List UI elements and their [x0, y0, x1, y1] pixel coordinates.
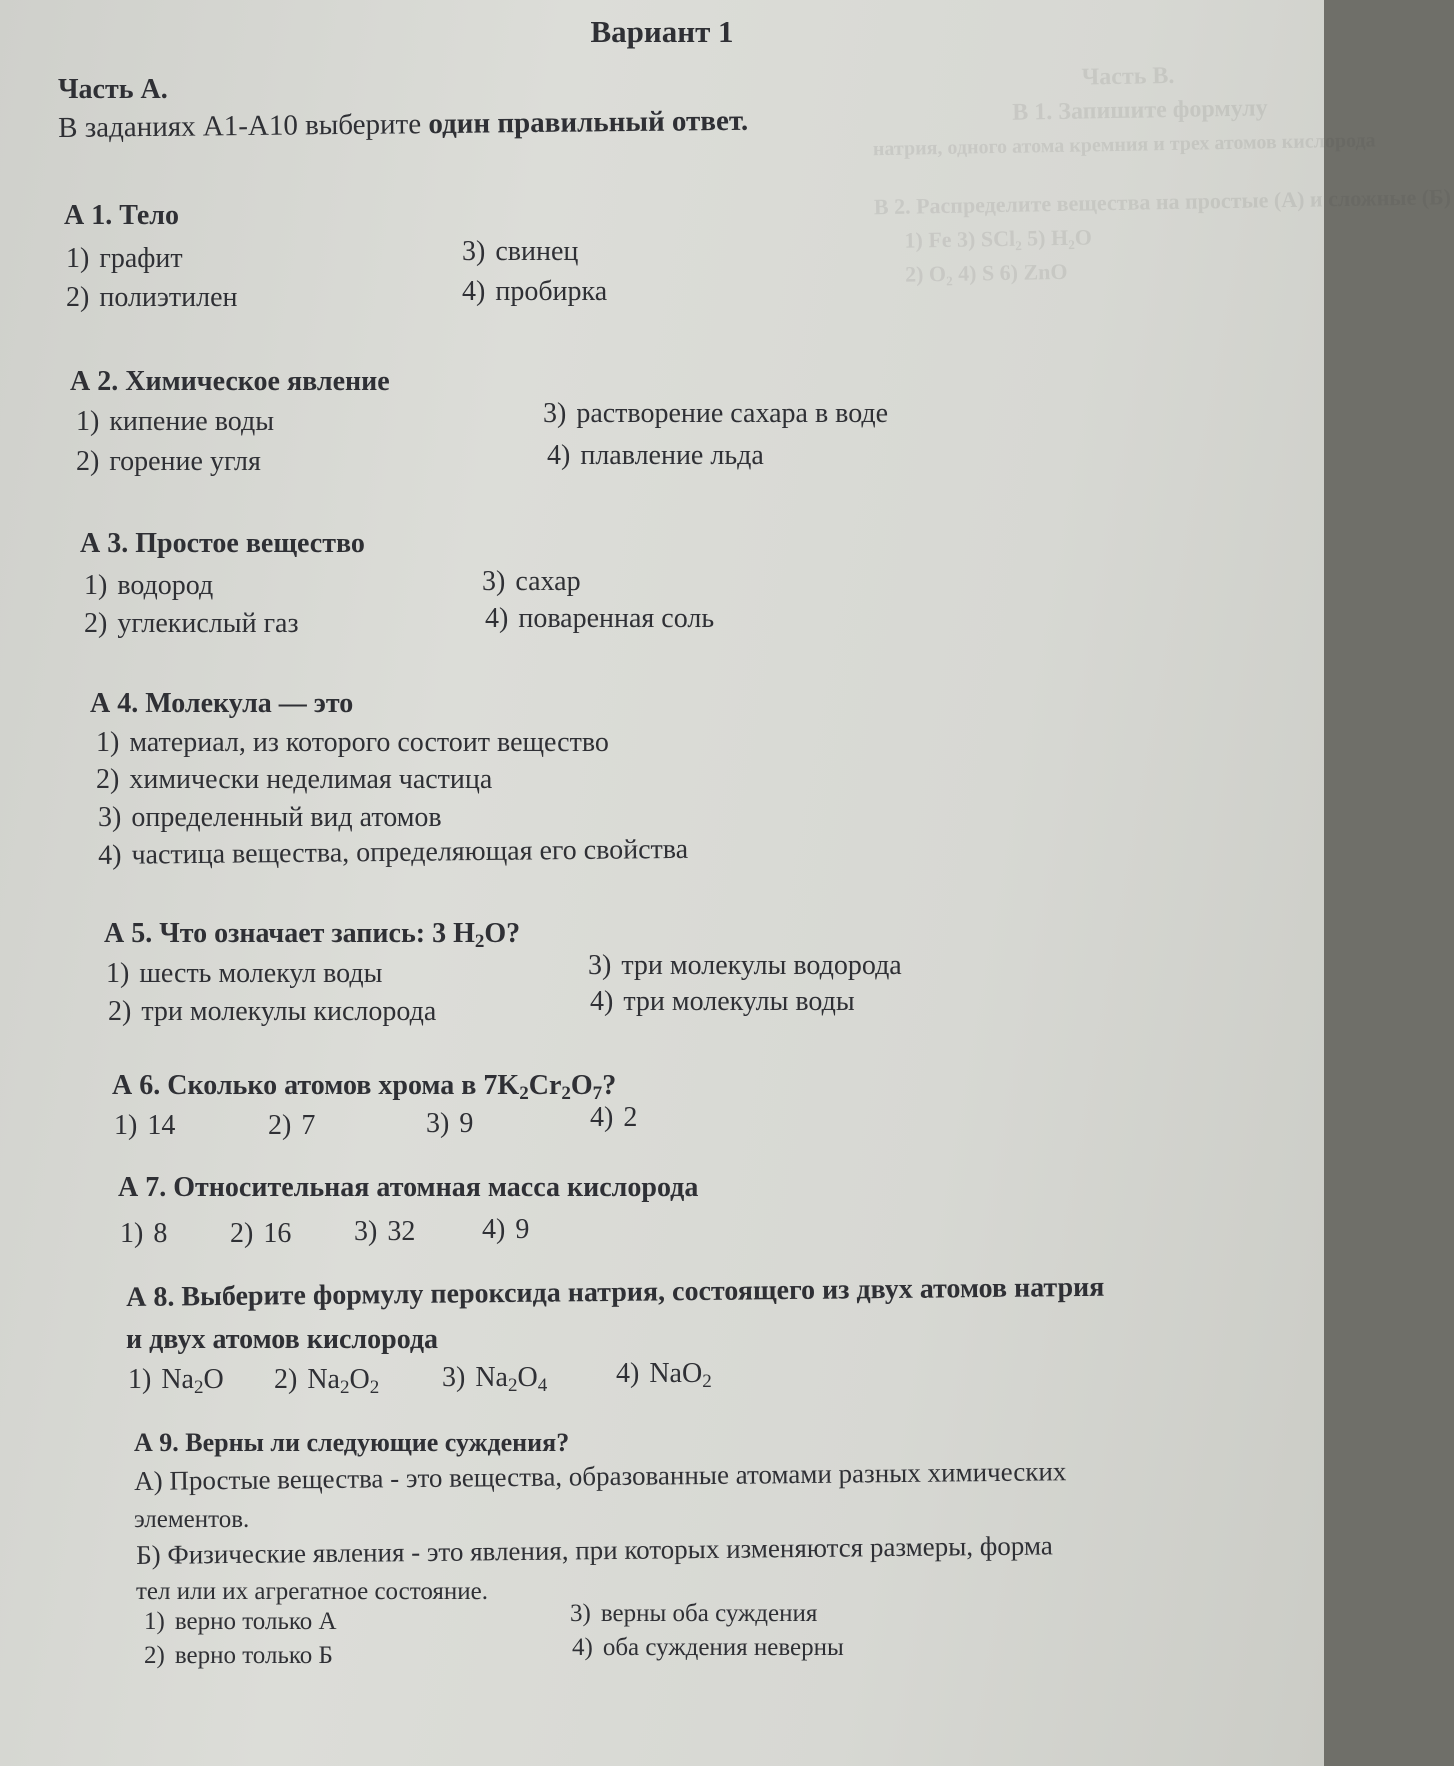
option-number: 2): [274, 1364, 298, 1395]
a6-option-1: [114, 1110, 175, 1142]
formula-part: Na: [475, 1362, 508, 1393]
a5-option-1: [106, 958, 382, 990]
a6-option-3: [426, 1108, 473, 1140]
option-text: графит: [99, 243, 183, 274]
ghost-line: В 1. Запишите формулу: [1012, 95, 1268, 126]
option-text: 32: [387, 1216, 416, 1247]
question-a2-title: А 2. Химическое явление: [70, 366, 390, 397]
a9-statement-b-line2: тел или их агрегатное состояние.: [136, 1578, 489, 1605]
option-number: 2): [108, 996, 132, 1027]
option-number: 4): [572, 1634, 593, 1661]
option-text: растворение сахара в воде: [576, 398, 889, 429]
option-number: 1): [144, 1608, 165, 1635]
option-number: 3): [462, 236, 486, 267]
option-text: 14: [147, 1110, 176, 1141]
option-text: частица вещества, определяющая его свойства: [131, 833, 689, 871]
a6-option-2: [268, 1110, 315, 1142]
option-number: 1): [106, 958, 130, 989]
a8-option-2: [274, 1364, 379, 1396]
instruction-text: В заданиях А1-А10 выберите: [58, 108, 429, 144]
option-text: верно только А: [174, 1608, 337, 1635]
variant-title: Вариант 1: [590, 14, 734, 49]
a7-option-1: [120, 1218, 167, 1250]
option-text: углекислый газ: [117, 608, 299, 639]
option-number: 3): [442, 1362, 466, 1393]
option-number: 4): [462, 276, 486, 307]
a2-option-3: [543, 398, 888, 430]
a4-option-1: [96, 727, 609, 759]
a3-option-3: [482, 566, 581, 598]
option-text: 9: [515, 1214, 530, 1245]
option-text: 9: [459, 1108, 474, 1139]
a8-option-1: [128, 1364, 224, 1396]
option-text: поваренная соль: [518, 603, 715, 634]
title-text: О?: [484, 918, 521, 949]
subscript: 2: [193, 1376, 204, 1398]
option-number: 1): [84, 570, 108, 601]
option-number: 3): [570, 1600, 591, 1627]
a9-option-1: [144, 1608, 337, 1636]
a2-option-2: [76, 446, 261, 478]
title-text: А 6. Сколько атомов хрома в 7K: [112, 1070, 520, 1101]
option-text: верны оба суждения: [600, 1600, 818, 1627]
option-number: 1): [76, 406, 100, 437]
a9-statement-a-line2: элементов.: [134, 1506, 250, 1533]
option-number: 2): [66, 282, 90, 313]
question-a4-title: А 4. Молекула — это: [90, 688, 354, 719]
option-number: 4): [590, 986, 614, 1017]
a8-option-3: [442, 1362, 547, 1394]
title-text: Cr: [528, 1070, 562, 1101]
a5-option-2: [108, 996, 436, 1028]
option-text: материал, из которого состоит вещество: [129, 727, 609, 758]
option-text: 16: [263, 1218, 292, 1249]
a4-option-4: [98, 834, 688, 872]
option-text: плавление льда: [580, 440, 764, 471]
option-number: 2): [144, 1642, 165, 1669]
option-text: шесть молекул воды: [139, 958, 383, 989]
a9-statement-b-line1: Б) Физические явления - это явления, при которых изменяются размеры, форма: [136, 1530, 1053, 1570]
option-text: химически неделимая частица: [129, 764, 493, 795]
a4-option-3: [98, 802, 442, 834]
a9-option-3: [570, 1600, 817, 1628]
a5-option-4: [590, 986, 855, 1018]
a1-option-2: [66, 282, 238, 314]
option-text: водород: [117, 570, 214, 601]
question-a3-title: А 3. Простое вещество: [80, 528, 365, 559]
a4-option-2: [96, 764, 492, 796]
ghost-line: натрия, одного атома кремния и трех атомов кислорода: [872, 129, 1376, 161]
a3-option-1: [84, 570, 213, 602]
formula-part: Na: [307, 1364, 340, 1395]
option-number: 3): [543, 398, 567, 429]
formula-part: O: [517, 1362, 538, 1393]
option-number: 3): [426, 1108, 450, 1139]
option-number: 2): [84, 608, 108, 639]
a9-statement-a-line1: А) Простые вещества - это вещества, образованные атомами разных химических: [134, 1456, 1067, 1496]
option-number: 1): [120, 1218, 144, 1249]
a5-option-3: [588, 950, 902, 982]
a9-option-4: [572, 1634, 844, 1662]
option-number: 1): [128, 1364, 152, 1395]
subscript: 4: [537, 1374, 548, 1396]
option-text: определенный вид атомов: [131, 802, 442, 833]
a2-option-4: [547, 440, 764, 472]
option-text: свинец: [495, 236, 579, 267]
a1-option-3: [462, 236, 578, 268]
option-number: 3): [482, 566, 506, 597]
option-text: 7: [301, 1110, 316, 1141]
option-number: 3): [588, 950, 612, 981]
a3-option-4: [485, 603, 714, 635]
bleed-through-text: [872, 56, 1452, 363]
option-text: три молекулы водорода: [621, 950, 902, 981]
option-number: 4): [98, 839, 122, 871]
formula-part: NaO: [649, 1358, 703, 1389]
question-a9-title: А 9. Верны ли следующие суждения?: [134, 1428, 570, 1457]
a7-option-2: [230, 1218, 291, 1250]
option-text: пробирка: [495, 276, 608, 307]
a7-option-3: [354, 1216, 415, 1248]
subscript: 2: [561, 1082, 571, 1104]
question-a1-title: А 1. Тело: [64, 200, 179, 231]
part-title: Часть А.: [58, 74, 168, 105]
title-text: O: [570, 1070, 593, 1101]
ghost-line: В 2. Распределите вещества на простые (А) и сложные (Б): [873, 184, 1452, 220]
formula-part: O: [203, 1364, 224, 1395]
question-a6-title: [112, 1070, 616, 1102]
option-number: 1): [114, 1110, 138, 1141]
option-number: 2): [96, 764, 120, 795]
option-number: 2): [230, 1218, 254, 1249]
a2-option-1: [76, 406, 274, 438]
option-number: 4): [482, 1214, 506, 1245]
question-a7-title: А 7. Относительная атомная масса кислорода: [118, 1172, 699, 1203]
formula-part: Na: [161, 1364, 194, 1395]
option-number: 2): [76, 446, 100, 477]
subscript: 2: [474, 930, 485, 952]
option-text: верно только Б: [174, 1642, 333, 1669]
option-number: 2): [268, 1110, 292, 1141]
a8-option-4: [616, 1358, 712, 1390]
option-number: 3): [354, 1216, 378, 1247]
a1-option-4: [462, 276, 607, 308]
ghost-line: Часть В.: [1081, 62, 1175, 91]
question-a8-title-line1: А 8. Выберите формулу пероксида натрия, состоящего из двух атомов натрия: [126, 1271, 1105, 1313]
option-text: сахар: [515, 566, 581, 597]
formula-part: O: [349, 1364, 370, 1395]
option-text: 2: [623, 1102, 638, 1133]
part-instruction: [58, 105, 748, 145]
ghost-line: 2) O₂ 4) S 6) ZnO: [904, 258, 1068, 287]
a3-option-2: [84, 608, 299, 640]
subscript: 2: [702, 1370, 712, 1392]
option-text: три молекулы воды: [623, 986, 855, 1017]
a7-option-4: [482, 1214, 529, 1246]
option-number: 1): [66, 243, 90, 274]
subscript: 2: [519, 1082, 529, 1104]
option-number: 4): [485, 603, 509, 634]
option-number: 3): [98, 802, 122, 833]
option-number: 4): [547, 440, 571, 471]
a1-option-1: [66, 243, 183, 275]
option-text: кипение воды: [109, 406, 275, 437]
option-text: горение угля: [109, 446, 261, 477]
title-text: ?: [602, 1070, 617, 1101]
option-number: 1): [96, 727, 120, 758]
subscript: 7: [592, 1082, 603, 1104]
option-text: полиэтилен: [99, 282, 238, 313]
ghost-line: 1) Fe 3) SCl₂ 5) H₂O: [904, 224, 1093, 253]
a6-option-4: [590, 1102, 637, 1134]
a9-option-2: [144, 1642, 333, 1670]
subscript: 2: [507, 1374, 518, 1396]
question-a8-title-line2: и двух атомов кислорода: [126, 1324, 439, 1355]
option-text: оба суждения неверны: [602, 1634, 844, 1661]
option-number: 4): [616, 1358, 640, 1389]
title-text: А 5. Что означает запись: 3 Н: [104, 918, 475, 949]
subscript: 2: [339, 1376, 350, 1398]
instruction-bold: один правильный ответ.: [428, 104, 749, 141]
option-text: 8: [153, 1218, 168, 1249]
subscript: 2: [369, 1376, 380, 1398]
option-number: 4): [590, 1102, 614, 1133]
option-text: три молекулы кислорода: [141, 996, 437, 1027]
question-a5-title: [104, 918, 520, 950]
